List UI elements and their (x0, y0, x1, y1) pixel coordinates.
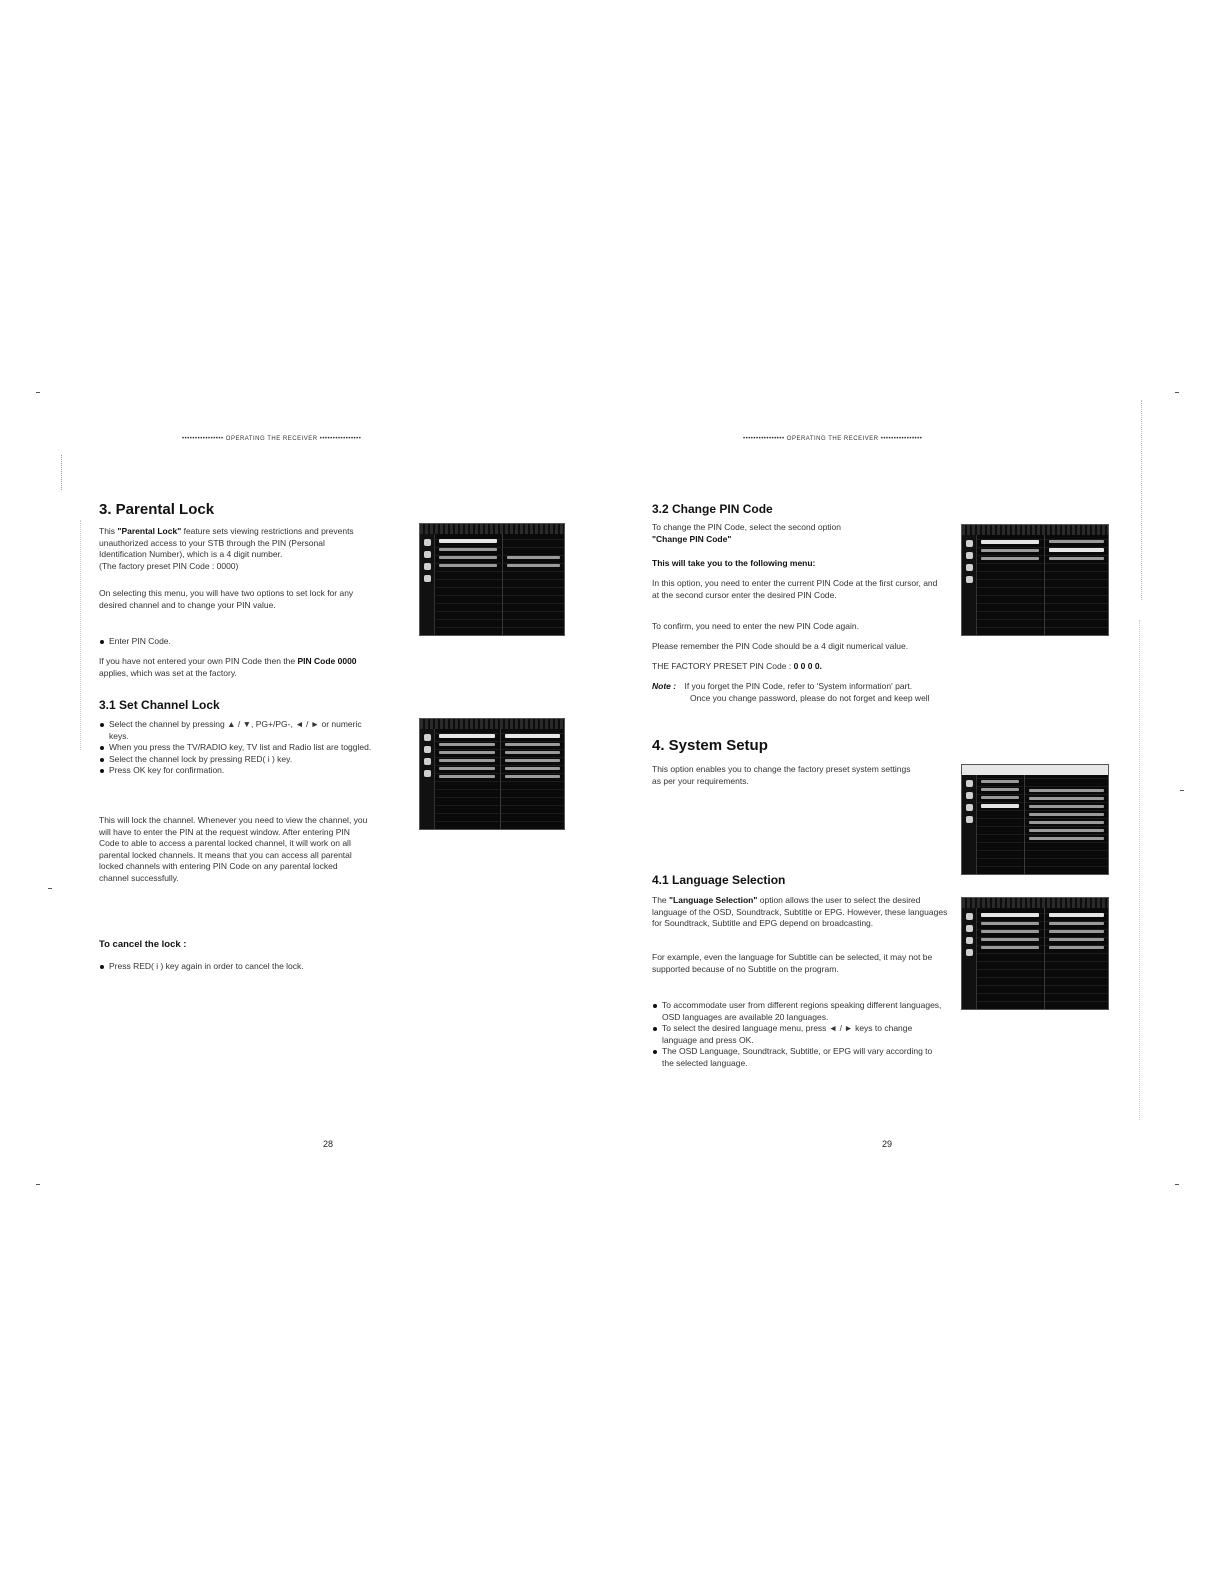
scan-tick (1180, 790, 1184, 791)
step-toggle-tv-radio: When you press the TV/RADIO key, TV list and Radio list are toggled. (99, 742, 381, 754)
page-number-left: 28 (323, 1139, 334, 1149)
default-pin-text: If you have not entered your own PIN Code then the PIN Code 0000 applies, which was set at the factory. (99, 656, 357, 678)
step-cancel-lock: Press RED( i ) key again in order to cancel the lock. (99, 961, 379, 973)
step-press-ok: Press OK key for confirmation. (99, 765, 381, 777)
step-press-red: Select the channel lock by pressing RED( i ) key. (99, 754, 381, 766)
language-selection-menu-screenshot (961, 897, 1109, 1010)
change-pin-follow: This will take you to the following menu: (652, 558, 816, 568)
bullet-osd-languages: To accommodate user from different regions speaking different languages, OSD languages are available 20 languages. (652, 1000, 942, 1023)
scan-tick (36, 392, 40, 393)
scan-tick (1175, 392, 1179, 393)
note-label: Note : (652, 681, 677, 691)
language-selection-bullets (652, 1000, 942, 1069)
bullet-language-varies: The OSD Language, Soundtrack, Subtitle, or EPG will vary according to the selected language. (652, 1046, 942, 1069)
language-selection-example: For example, even the language for Subtitle can be selected, it may not be supported because of no Subtitle on the program. (652, 952, 933, 974)
scan-tick (36, 1184, 40, 1185)
note-line-1: If you forget the PIN Code, refer to 'System information' part. (684, 681, 913, 691)
section-title-set-channel-lock: 3.1 Set Channel Lock (99, 698, 220, 712)
bullet-select-language: To select the desired language menu, press ◄ / ► keys to change language and press OK. (652, 1023, 942, 1046)
scan-tick (48, 888, 52, 889)
system-setup-intro: This option enables you to change the factory preset system settings as per your requirements. (652, 764, 911, 786)
note-block (652, 681, 1032, 704)
change-pin-para2: To confirm, you need to enter the new PIN Code again. (652, 621, 859, 631)
scan-tick (1175, 1184, 1179, 1185)
pin-length-reminder: Please remember the PIN Code should be a 4 digit numerical value. (652, 641, 909, 651)
page-number-right: 29 (882, 1139, 893, 1149)
scan-margin-mark (80, 520, 82, 750)
running-head-left: •••••••••••••••• OPERATING THE RECEIVER •••••••••••••••• (182, 436, 362, 442)
note-line-2: Once you change password, please do not forget and keep well (690, 692, 930, 703)
change-pin-menu-screenshot (961, 524, 1109, 636)
set-channel-lock-steps (99, 719, 381, 777)
section-title-language-selection: 4.1 Language Selection (652, 873, 786, 887)
change-pin-option: "Change PIN Code" (652, 533, 732, 544)
step-select-channel: Select the channel by pressing ▲ / ▼, PG+/PG-, ◄ / ► or numeric keys. (99, 719, 381, 742)
change-pin-intro: To change the PIN Code, select the second option "Change PIN Code" (652, 522, 842, 544)
change-pin-para1: In this option, you need to enter the current PIN Code at the first cursor, and at the second cursor enter the desired PIN Code. (652, 578, 938, 600)
section-title-system-setup: 4. System Setup (652, 737, 768, 754)
parental-lock-menu-screenshot (419, 523, 565, 636)
scan-margin-mark (1139, 620, 1141, 1120)
channel-list-screenshot (419, 718, 565, 830)
language-selection-term: "Language Selection" (669, 895, 758, 905)
system-setup-menu-screenshot (961, 764, 1109, 875)
factory-pin-note: (The factory preset PIN Code : 0000) (99, 560, 239, 571)
running-head-right: •••••••••••••••• OPERATING THE RECEIVER •••••••••••••••• (743, 436, 923, 442)
parental-lock-options-text: On selecting this menu, you will have two options to set lock for any desired channel and to change your PIN value. (99, 588, 354, 610)
section-title-parental-lock: 3. Parental Lock (99, 501, 215, 518)
enter-pin-list (99, 636, 369, 648)
scan-margin-mark (61, 455, 63, 490)
cancel-lock-steps (99, 961, 379, 973)
channel-lock-explanation: This will lock the channel. Whenever you need to view the channel, you will have to enter the PIN at the request window. After entering PIN Code to able to access a parental locked channel, it will work on all parental locked channels. It means that you can access all parental locked channels with entering PIN Code on any parental locked channel successfully. (99, 815, 368, 883)
bullet-enter-pin: Enter PIN Code. (99, 636, 369, 648)
parental-lock-term: "Parental Lock" (117, 526, 182, 536)
factory-pin-line: THE FACTORY PRESET PIN Code : 0 0 0 0. (652, 661, 822, 671)
cancel-lock-title: To cancel the lock : (99, 939, 187, 950)
language-selection-intro: The "Language Selection" option allows the user to select the desired language of the OSD, Soundtrack, Subtitle or EPG. However, these languages for Soundtrack, Subtitle and EPG depend on broadcasting. (652, 895, 948, 928)
scan-margin-mark (1141, 400, 1143, 600)
parental-lock-intro: This "Parental Lock" feature sets viewing restrictions and prevents unauthorized access to your STB through the PIN (Personal Identification Number), which is a 4 digit number. (The factory preset PIN Code : 0000) (99, 526, 354, 571)
section-title-change-pin: 3.2 Change PIN Code (652, 502, 773, 516)
